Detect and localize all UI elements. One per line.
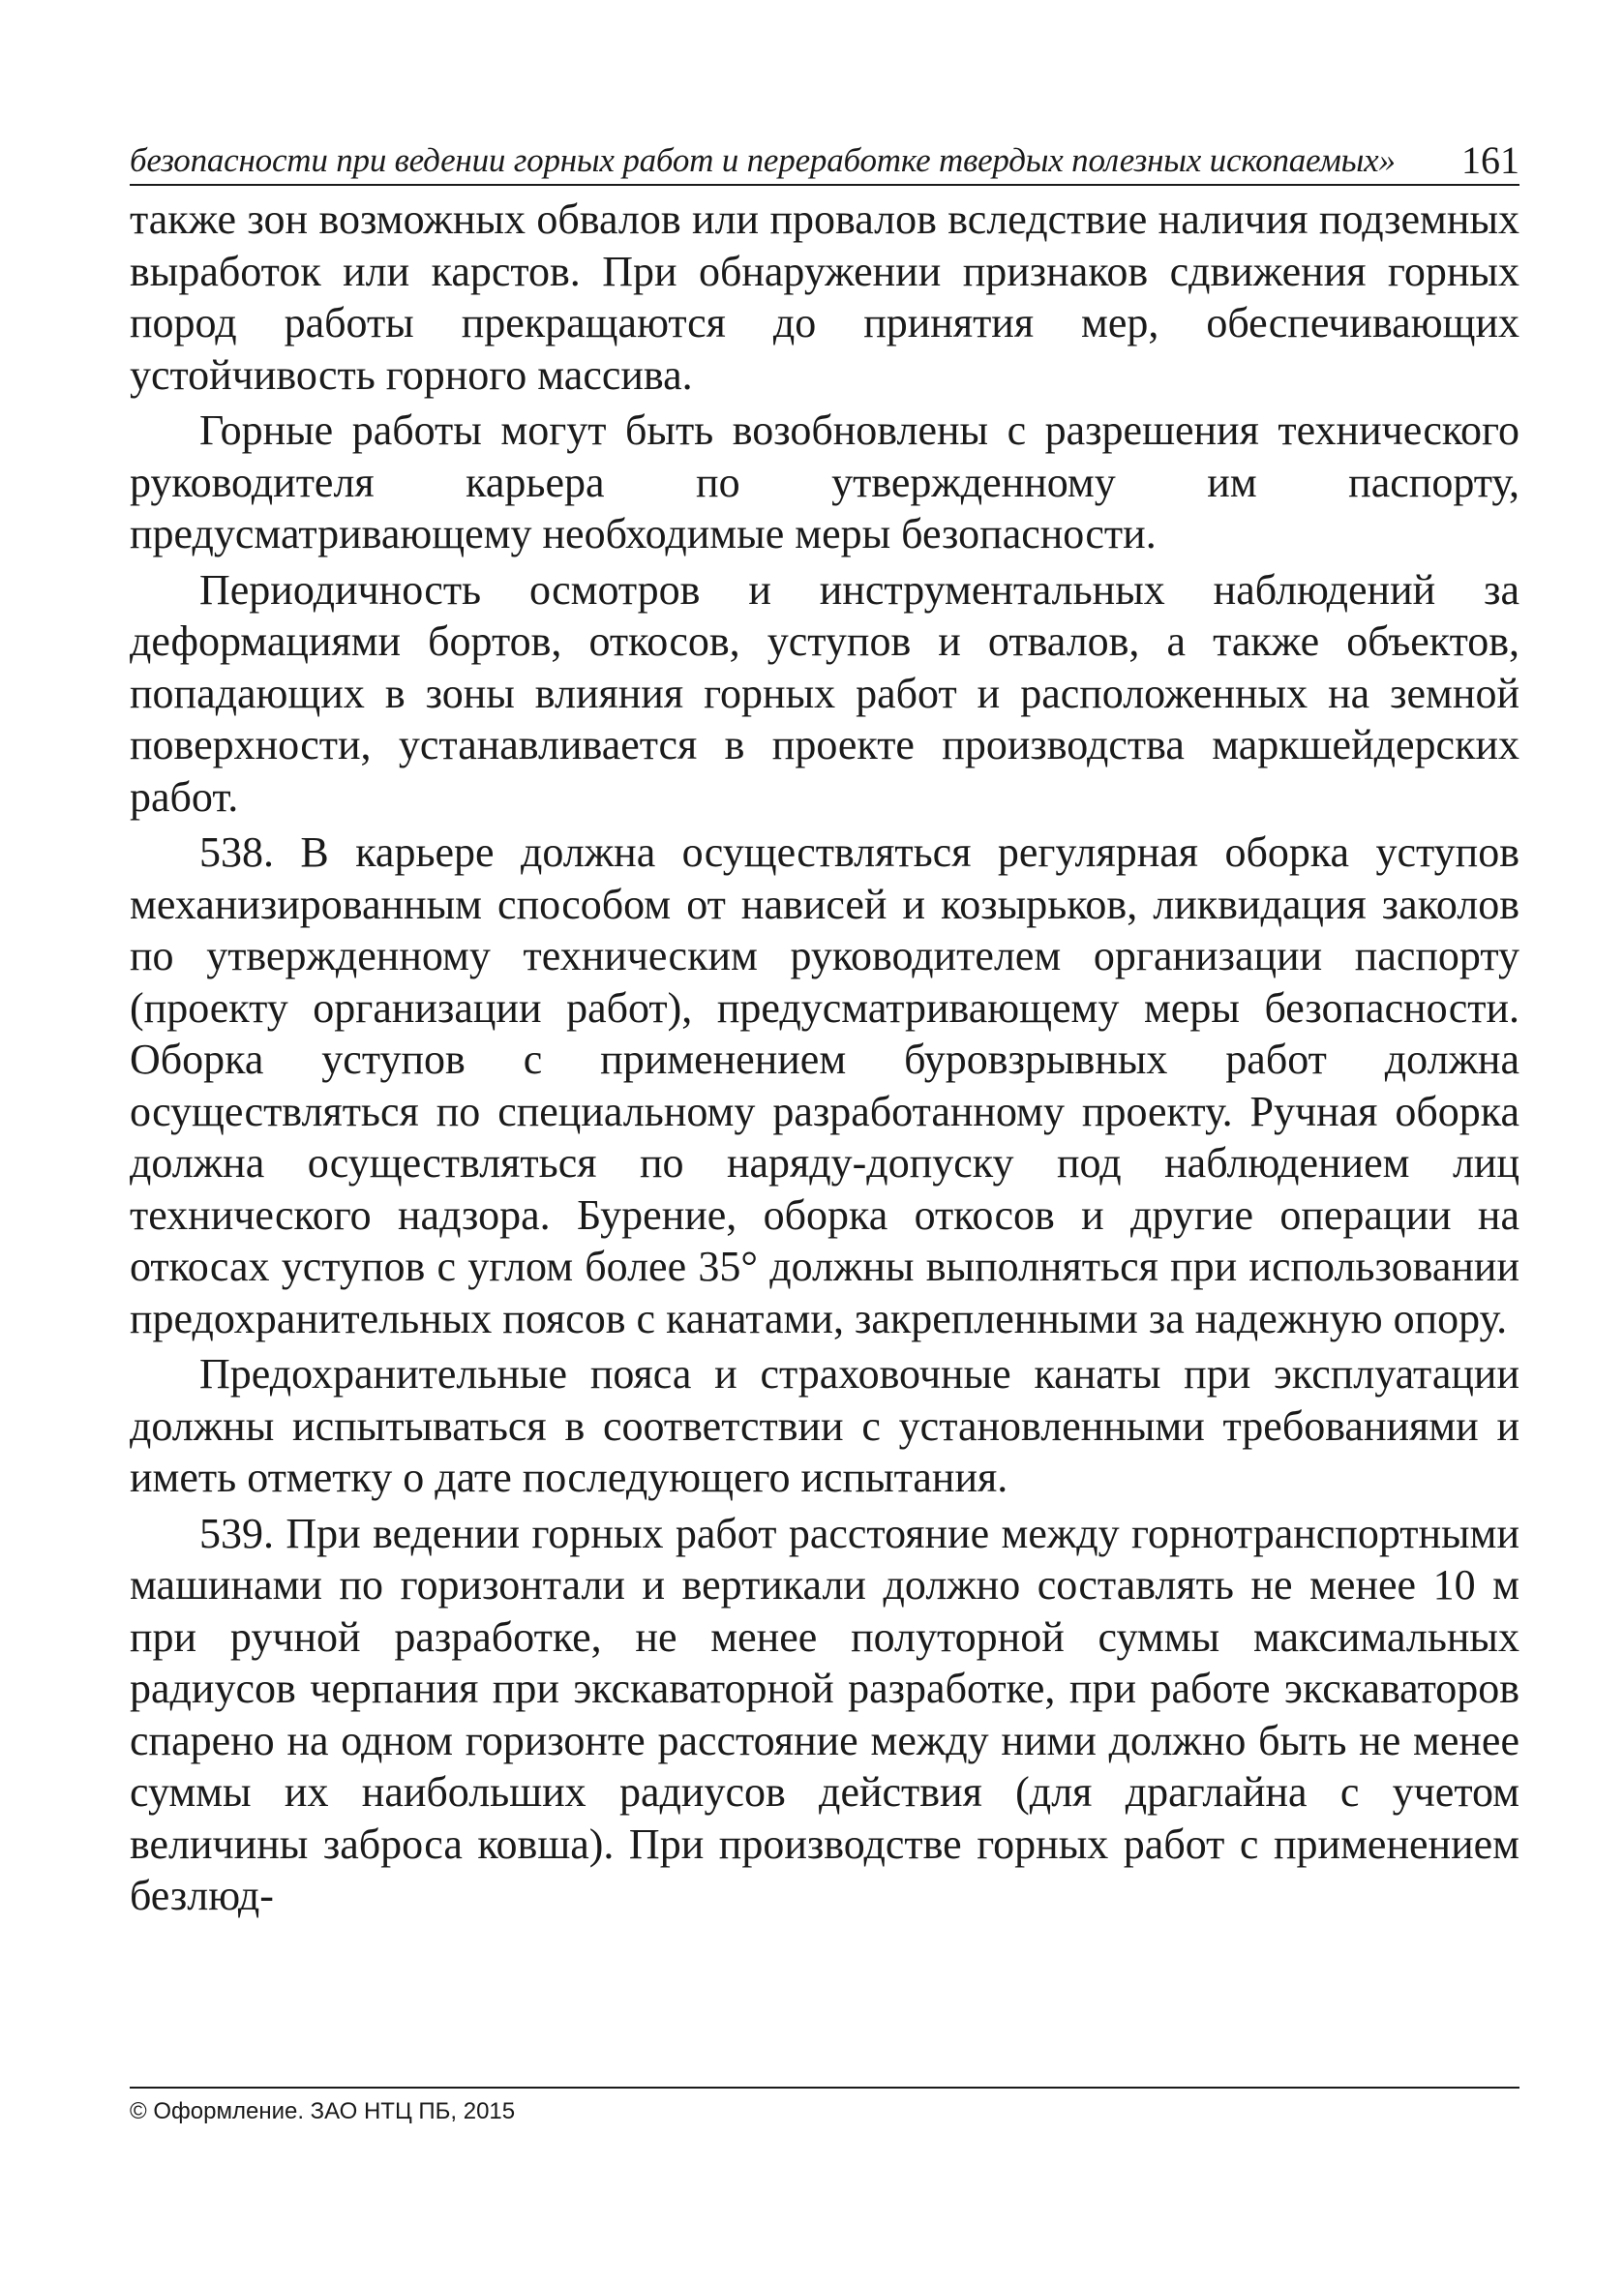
- running-header: [130, 135, 1519, 186]
- page-footer: [130, 2087, 1519, 2125]
- page-number: 161: [1461, 138, 1519, 182]
- paragraph-item-538: 538. В карьере должна осуществляться регулярная оборка уступов механизированным способом от нависей и козырьков, ликвидация заколов по утвержденному техническим руководителем организации паспорту (проекту организации работ), предусматривающему меры безопасности. Оборка уступов с применением буровзрывных работ должна осуществляться по специальному разработанному проекту. Ручная оборка должна осуществляться по наряду-допуску под наблюдением лиц технического надзора. Бурение, оборка откосов и другие операции на откосах уступов с углом более 35° должны выполняться при использовании предохранительных поясов с канатами, закрепленными за надежную опору.: [130, 828, 1519, 1342]
- paragraph-resumption: Горные работы могут быть возобновлены с разрешения технического руководителя карьера по утвержденному им паспорту, предусматривающему необходимые меры безопасности.: [130, 406, 1519, 557]
- paragraph-inspection-frequency: Периодичность осмотров и инструментальных наблюдений за деформациями бортов, откосов, уступов и отвалов, а также объектов, попадающих в зоны влияния горных работ и расположенных на земной поверхности, устанавливается в проекте производства маркшейдерских работ.: [130, 565, 1519, 821]
- document-page: [130, 135, 1519, 1922]
- body-text: [130, 194, 1519, 1922]
- paragraph-continuation: также зон возможных обвалов или провалов вследствие наличия подземных выработок или карстов. При обнаружении признаков сдвижения горных пород работы прекращаются до принятия мер, обеспечивающих устойчивость горного массива.: [130, 196, 1519, 399]
- paragraph-item-539: 539. При ведении горных работ расстояние между горнотранспортными машинами по горизонтали и вертикали должно составлять не менее 10 м при ручной разработке, не менее полуторной суммы максимальных радиусов черпания при экскаваторной разработке, при работе экскаваторов спарено на одном горизонте расстояние между ними должно быть не менее суммы их наибольших радиусов действия (для драглайна с учетом величины заброса ковша). При производстве горных работ с применением безлюд-: [130, 1509, 1519, 1919]
- paragraph-safety-belts: Предохранительные пояса и страховочные канаты при эксплуатации должны испытываться в соответствии с установленными требованиями и иметь отметку о дате последующего испытания.: [130, 1350, 1519, 1501]
- running-title: безопасности при ведении горных работ и переработке твердых полезных ископаемых»: [130, 141, 1396, 179]
- copyright-notice: © Оформление. ЗАО НТЦ ПБ, 2015: [130, 2098, 516, 2124]
